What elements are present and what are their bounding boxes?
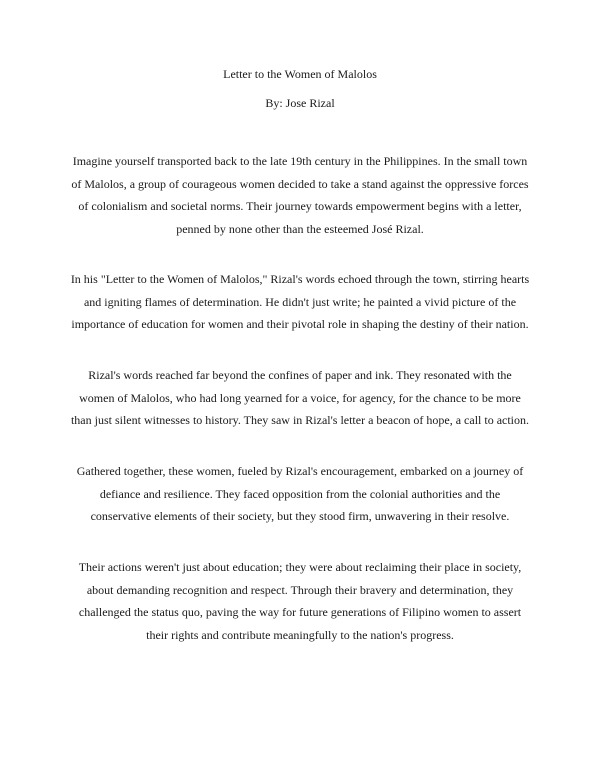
document-title: Letter to the Women of Malolos bbox=[223, 67, 377, 81]
paragraph-5: Their actions weren't just about education; they were about reclaiming their place in society, about demanding recognition and respect. Through their bravery and determination, they challenged the status quo, paving the way for future generations of Filipino women to assert their rights and contribute meaningfully to the nation's progress. bbox=[78, 560, 522, 642]
paragraph-3: Rizal's words reached far beyond the confines of paper and ink. They resonated with the women of Malolos, who had long yearned for a voice, for agency, for the chance to be more than just silent witnesses to history. They saw in Rizal's letter a beacon of hope, a call to action. bbox=[70, 368, 530, 427]
paragraph-4: Gathered together, these women, fueled by Rizal's encouragement, embarked on a journey of defiance and resilience. They faced opposition from the colonial authorities and the conservative elements of their society, but they stood firm, unwavering in their resolve. bbox=[76, 464, 524, 523]
paragraph-1: Imagine yourself transported back to the late 19th century in the Philippines. In the small town of Malolos, a group of courageous women decided to take a stand against the oppressive forces of colonialism and societal norms. Their journey towards empowerment begins with a letter, penned by none other than the esteemed José Rizal. bbox=[71, 154, 529, 236]
document-byline: By: Jose Rizal bbox=[265, 96, 335, 110]
paragraph-2: In his "Letter to the Women of Malolos," Rizal's words echoed through the town, stirring hearts and igniting flames of determination. He didn't just write; he painted a vivid picture of the importance of education for women and their pivotal role in shaping the destiny of their nation. bbox=[70, 272, 530, 331]
